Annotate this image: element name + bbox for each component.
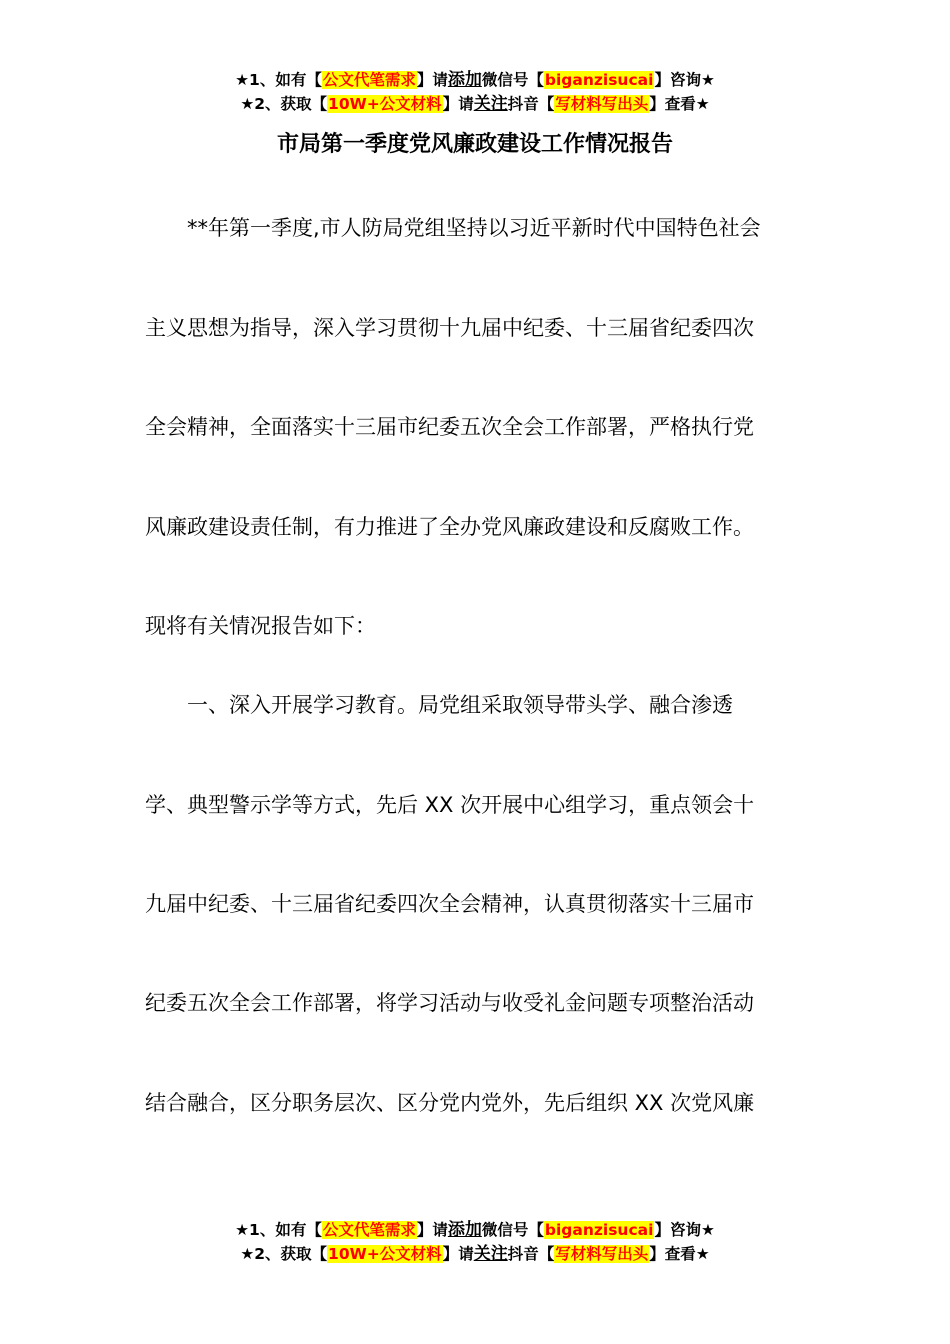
footer-banner-line-2: ★2、获取【10W+公文材料】请关注抖音【写材料写出头】查看★ [240,1244,710,1264]
header-banner-line-1: ★1、如有【公文代笔需求】请添加微信号【biganzisucai】咨询★ [235,70,715,90]
body-line-7: 学、典型警示学等方式，先后 XX 次开展中心组学习，重点领会十 [145,793,755,817]
douyin-id-highlight: 写材料写出头 [555,95,649,113]
footer-banner-line-1: ★1、如有【公文代笔需求】请添加微信号【biganzisucai】咨询★ [235,1220,715,1240]
body-line-4: 风廉政建设责任制，有力推进了全办党风廉政建设和反腐败工作。 [145,515,754,539]
douyin-id-highlight: 写材料写出头 [555,1245,649,1263]
body-line-9: 纪委五次全会工作部署，将学习活动与收受礼金问题专项整治活动 [145,991,754,1015]
service-highlight: 公文代笔需求 [322,71,416,89]
body-line-10: 结合融合，区分职务层次、区分党内党外，先后组织 XX 次党风廉 [145,1091,755,1115]
body-line-6: 一、深入开展学习教育。局党组采取领导带头学、融合渗透 [145,693,733,717]
footer-banner [0,1218,950,1266]
wechat-id-highlight: biganzisucai [544,71,654,89]
body-line-3: 全会精神，全面落实十三届市纪委五次全会工作部署，严格执行党 [145,415,754,439]
materials-highlight: 10W+公文材料 [328,1245,442,1263]
document-title: 市局第一季度党风廉政建设工作情况报告 [276,132,673,157]
body-line-8: 九届中纪委、十三届省纪委四次全会精神，认真贯彻落实十三届市 [145,892,754,916]
header-banner-line-2: ★2、获取【10W+公文材料】请关注抖音【写材料写出头】查看★ [240,94,710,114]
body-line-2: 主义思想为指导，深入学习贯彻十九届中纪委、十三届省纪委四次 [145,316,754,340]
materials-highlight: 10W+公文材料 [328,95,442,113]
body-line-1: **年第一季度,市人防局党组坚持以习近平新时代中国特色社会 [145,216,761,240]
body-line-5: 现将有关情况报告如下： [145,614,376,638]
service-highlight: 公文代笔需求 [322,1221,416,1239]
wechat-id-highlight: biganzisucai [544,1221,654,1239]
header-banner [0,68,950,116]
